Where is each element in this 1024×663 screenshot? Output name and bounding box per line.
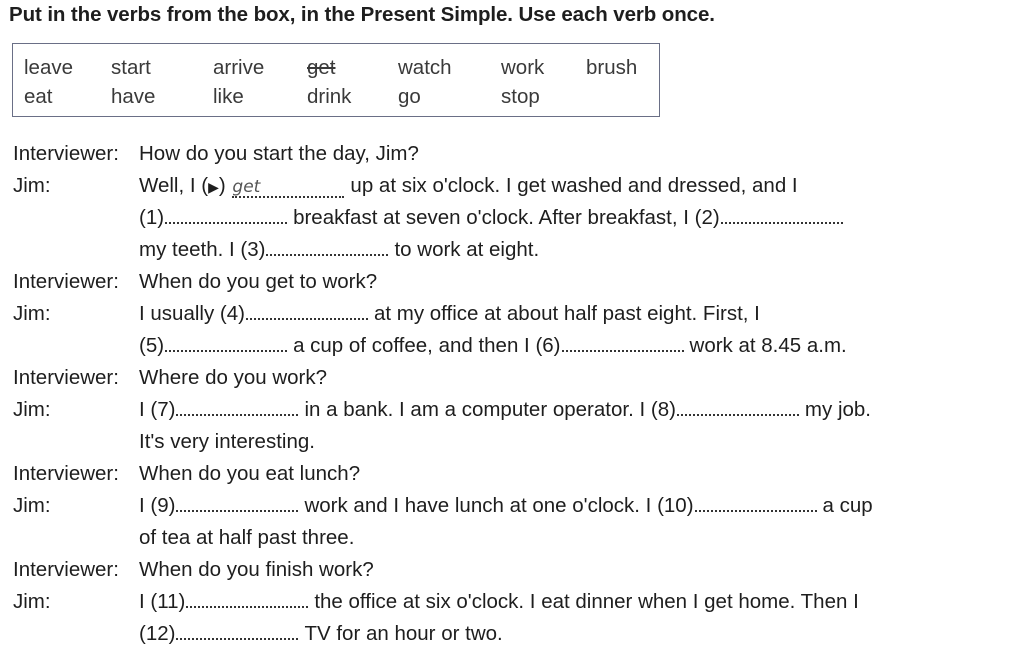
- speaker-interviewer: Interviewer:: [13, 558, 119, 581]
- blank-12[interactable]: [176, 634, 298, 640]
- answer-5-line-1: I (11) the office at six o'clock. I eat dinner when I get home. Then I: [139, 590, 859, 613]
- blank-1[interactable]: [165, 218, 287, 224]
- example-marker-icon: ▶: [208, 179, 219, 195]
- speaker-jim: Jim:: [13, 590, 51, 613]
- blank-3[interactable]: [266, 250, 388, 256]
- verb-box: [12, 43, 660, 117]
- blank-9[interactable]: [176, 506, 298, 512]
- speaker-jim: Jim:: [13, 494, 51, 517]
- instruction-heading: Put in the verbs from the box, in the Present Simple. Use each verb once.: [9, 3, 715, 26]
- blank-10[interactable]: [695, 506, 817, 512]
- answer-1-line-2: (1) breakfast at seven o'clock. After breakfast, I (2): [139, 206, 849, 230]
- blank-11[interactable]: [186, 602, 308, 608]
- question-3: Where do you work?: [139, 366, 328, 389]
- question-1: How do you start the day, Jim?: [139, 142, 419, 165]
- speaker-jim: Jim:: [13, 302, 51, 325]
- answer-1-line-1: Well, I (▶) get up at six o'clock. I get washed and dressed, and I: [139, 174, 798, 197]
- example-answer: get: [232, 179, 344, 198]
- verb-eat: eat: [24, 85, 53, 108]
- blank-8[interactable]: [677, 410, 799, 416]
- speaker-interviewer: Interviewer:: [13, 270, 119, 293]
- blank-4[interactable]: [246, 314, 368, 320]
- speaker-jim: Jim:: [13, 398, 51, 421]
- speaker-interviewer: Interviewer:: [13, 366, 119, 389]
- answer-2-line-1: I usually (4) at my office at about half past eight. First, I: [139, 302, 760, 325]
- answer-2-line-2: (5) a cup of coffee, and then I (6) work at 8.45 a.m.: [139, 334, 847, 357]
- verb-go: go: [398, 85, 421, 108]
- blank-6[interactable]: [562, 346, 684, 352]
- question-2: When do you get to work?: [139, 270, 378, 293]
- verb-watch: watch: [398, 56, 452, 79]
- blank-2[interactable]: [721, 218, 843, 224]
- answer-3-line-2: It's very interesting.: [139, 430, 315, 453]
- verb-stop: stop: [501, 85, 540, 108]
- blank-7[interactable]: [176, 410, 298, 416]
- verb-get-crossed: get: [307, 56, 336, 79]
- speaker-interviewer: Interviewer:: [13, 142, 119, 165]
- verb-drink: drink: [307, 85, 352, 108]
- answer-5-line-2: (12) TV for an hour or two.: [139, 622, 503, 645]
- verb-have: have: [111, 85, 156, 108]
- blank-5[interactable]: [165, 346, 287, 352]
- question-4: When do you eat lunch?: [139, 462, 361, 485]
- answer-4-line-1: I (9) work and I have lunch at one o'clock. I (10) a cup: [139, 494, 873, 517]
- verb-like: like: [213, 85, 244, 108]
- verb-leave: leave: [24, 56, 74, 79]
- speaker-interviewer: Interviewer:: [13, 462, 119, 485]
- speaker-jim: Jim:: [13, 174, 51, 197]
- answer-3-line-1: I (7) in a bank. I am a computer operator. I (8) my job.: [139, 398, 871, 421]
- answer-1-line-3: my teeth. I (3) to work at eight.: [139, 238, 540, 261]
- verb-work: work: [501, 56, 545, 79]
- question-5: When do you finish work?: [139, 558, 374, 581]
- verb-arrive: arrive: [213, 56, 265, 79]
- verb-brush: brush: [586, 56, 638, 79]
- answer-4-line-2: of tea at half past three.: [139, 526, 355, 549]
- verb-start: start: [111, 56, 151, 79]
